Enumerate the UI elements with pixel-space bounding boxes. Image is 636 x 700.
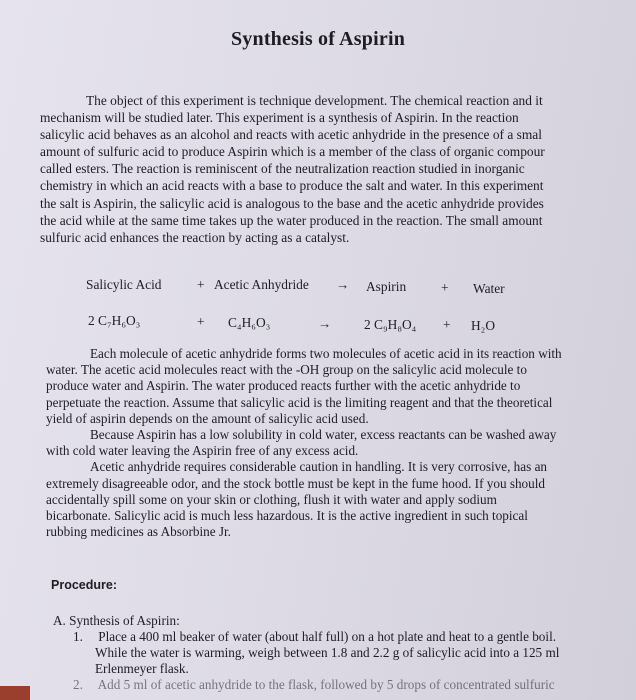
equation-arrow: → xyxy=(336,277,350,292)
body-line: Because Aspirin has a low solubility in cold water, excess reactants can be washed away xyxy=(90,426,557,442)
section-heading: A. Synthesis of Aspirin: xyxy=(53,613,180,628)
intro-line: amount of sulfuric acid to produce Aspirin which is a member of the class of organic compour xyxy=(40,144,545,160)
page-title: Synthesis of Aspirin xyxy=(230,28,406,50)
body-line: bicarbonate. Salicylic acid is much less hazardous. It is the active ingredient in such topical xyxy=(46,507,528,523)
body-line: accidentally spill some on your skin or clothing, flush it with water and apply sodium xyxy=(46,491,497,507)
body-line: Each molecule of acetic anhydride forms two molecules of acetic acid in its reaction with xyxy=(90,346,562,361)
body-line: with cold water leaving the Aspirin free of any excess acid. xyxy=(46,443,359,459)
body-line: rubbing medicines as Absorbine Jr. xyxy=(46,524,231,540)
step-text: Add 5 ml of acetic anhydride to the flask, followed by 5 drops of concentrated sulfuric xyxy=(97,677,555,692)
formula-plus: + xyxy=(197,314,205,329)
step-line: While the water is warming, weigh between 1.8 and 2.2 g of salicylic acid into a 125 ml xyxy=(95,645,560,660)
equation-product-water: Water xyxy=(473,281,505,296)
intro-line: chemistry in which an acid reacts with a base to produce the salt and water. In this experiment xyxy=(40,178,544,194)
body-line: yield of aspirin depends on the amount of salicylic acid used. xyxy=(46,410,369,426)
explanation-paragraphs xyxy=(46,346,636,540)
formula-acetic-anhydride: C₄H₆O₃ xyxy=(228,315,271,330)
intro-paragraph xyxy=(40,92,636,246)
formula-water: H₂O xyxy=(471,318,496,333)
procedure-heading: Procedure: xyxy=(51,578,117,592)
step-line: Erlenmeyer flask. xyxy=(95,661,189,676)
body-line: Acetic anhydride requires considerable caution in handling. It is very corrosive, has an xyxy=(90,459,548,475)
intro-line: sulfuric acid enhances the reaction by acting as a catalyst. xyxy=(40,229,350,245)
intro-line: called esters. The reaction is reminiscent of the neutralization reaction studied in inorganic xyxy=(40,161,525,177)
body-line: perpetuate the reaction. Assume that salicylic acid is the limiting reagent and that the theoretical xyxy=(46,394,553,410)
equation-plus: + xyxy=(441,280,449,295)
step-line-cutoff xyxy=(53,677,636,693)
formula-salicylic-acid: 2 C₇H₆O₃ xyxy=(88,313,141,328)
body-line: extremely disagreeable odor, and the stock bottle must be kept in the fume hood. If you should xyxy=(46,475,546,491)
step-line xyxy=(53,629,636,645)
equation-plus: + xyxy=(197,277,205,292)
equation-reactant-acetic-anhydride: Acetic Anhydride xyxy=(214,277,309,292)
equation-product-aspirin: Aspirin xyxy=(366,279,407,294)
body-line: produce water and Aspirin. The water produced reacts further with the acetic anhydride to xyxy=(46,378,521,394)
step-number: 2. xyxy=(73,677,83,692)
procedure-steps xyxy=(53,613,636,693)
intro-line: the salt is Aspirin, the salicylic acid is analogous to the base and the acetic anhydride provides xyxy=(40,195,544,211)
intro-line: mechanism will be studied later. This experiment is a synthesis of Aspirin. In the reaction xyxy=(40,110,519,126)
formula-arrow: → xyxy=(318,316,332,331)
body-line: water. The acetic acid molecules react with the -OH group on the salicylic acid molecule to xyxy=(46,362,527,378)
formula-aspirin: 2 C₉H₈O₄ xyxy=(364,317,417,332)
equation-reactant-salicylic-acid: Salicylic Acid xyxy=(86,277,162,292)
intro-line: The object of this experiment is technique development. The chemical reaction and it xyxy=(86,93,543,108)
corner-badge-icon xyxy=(0,686,30,700)
intro-line: the acid while at the same time takes up the water produced in the reaction. The small amount xyxy=(40,212,543,228)
intro-line: salicylic acid behaves as an alcohol and reacts with acetic anhydride in the presence of a smal xyxy=(40,127,542,143)
step-text: Place a 400 ml beaker of water (about half full) on a hot plate and heat to a gentle boil. xyxy=(98,629,557,644)
step-number: 1. xyxy=(73,629,83,644)
formula-plus: + xyxy=(443,317,451,332)
